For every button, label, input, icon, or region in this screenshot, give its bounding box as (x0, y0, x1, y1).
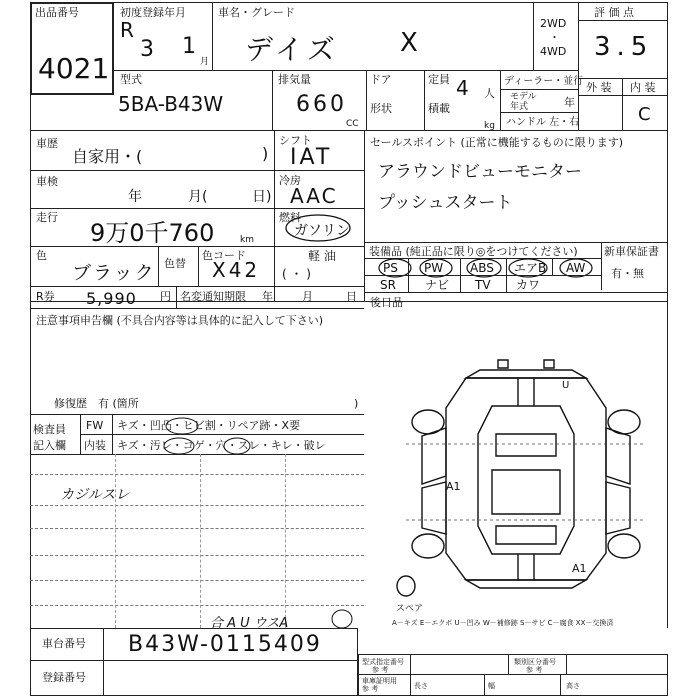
chassis-label: 車台番号 (42, 637, 86, 650)
displacement-label: 排気量 (278, 73, 311, 86)
recycle-label: R券 (36, 290, 55, 303)
selling-points-label: セールスポイント (正常に機能するものに限ります) (370, 136, 624, 149)
equip-ps: PS (383, 261, 398, 275)
model-designation-label: 型式指定番号 (362, 658, 404, 666)
year-unit: 年 (564, 96, 575, 109)
interior-inspect-items: キズ・汚レ・コゲ・穴・スレ・キレ・破レ (117, 439, 326, 452)
shift-value: IAT (290, 145, 333, 170)
score-label: 評 価 点 (594, 6, 634, 19)
door-label: ドア (370, 73, 392, 86)
exterior-label: 外 装 (586, 81, 612, 94)
repair-label: 修復歴 有 (箇所 (54, 397, 139, 410)
shaken-year: 年 (128, 189, 142, 205)
capacity-value: 4 (456, 76, 469, 100)
equip-abs: ABS (470, 261, 494, 275)
interior-inspect-label: 内装 (84, 439, 106, 452)
interior-grade: C (638, 104, 651, 125)
color-code-label: 色コード (202, 249, 246, 262)
model-year-label: モデル 年式 (510, 92, 537, 112)
category-ref: 参 考 (526, 666, 543, 674)
drive-4wd: 4WD (540, 45, 567, 58)
mileage-value: 9万0千760 (90, 219, 215, 247)
rear-items-label: 後日品 (370, 296, 403, 309)
equip-navi: ナビ (425, 278, 450, 292)
car-damage-diagram (396, 348, 656, 613)
name-change-month: 月 (302, 290, 313, 303)
spare-label: スペア (396, 604, 424, 614)
cc-unit: CC (346, 119, 359, 129)
equip-pw: PW (424, 261, 444, 275)
cooling-value: AAC (290, 184, 338, 208)
length-label: 長さ (414, 682, 428, 690)
shift-label: シフト (279, 134, 312, 147)
model-designation-ref: 参 考 (372, 666, 389, 674)
fuel-label: 燃料 (279, 211, 301, 224)
handwritten-note: カジルスレ (60, 487, 130, 503)
garage-cert-label: 車庫証明用 参 考 (362, 677, 397, 693)
light-oil-paren: ( ・ ) (282, 267, 311, 281)
mark-u-top: U (562, 380, 570, 391)
dealer-label: ディーラー・並行 (504, 76, 584, 87)
equip-circles (376, 256, 606, 280)
equip-tv: TV (475, 278, 491, 292)
car-name-label: 車名・グレード (218, 6, 295, 19)
lot-number: 4021 (38, 52, 110, 85)
displacement-value: 660 (296, 92, 347, 117)
score-value: 3.5 (594, 32, 654, 62)
category-label: 類別区分番号 (514, 658, 556, 666)
color-code-value: X42 (212, 258, 261, 282)
selling-point-1: アラウンドビューモニター (378, 162, 582, 182)
model-label: 型式 (120, 73, 142, 86)
drive-2wd: 2WD (540, 17, 567, 30)
int-circle-2 (222, 436, 252, 456)
name-change-year: 年 (262, 290, 273, 303)
load-label: 積載 (428, 102, 450, 115)
history-value: 自家用・( (72, 147, 143, 166)
handle-label: ハンドル 左・右 (506, 117, 580, 128)
model-designation-box (358, 654, 668, 696)
first-reg-month: 1 (182, 34, 196, 59)
history-close: ) (262, 144, 269, 163)
first-reg-era: R (120, 18, 134, 42)
car-grade: X (400, 28, 418, 58)
registration-label: 登録番号 (42, 671, 86, 684)
shaken-month: 月( (188, 189, 208, 205)
recycle-unit: 円 (160, 290, 171, 303)
mark-a1-rear: A1 (572, 562, 587, 575)
repair-close: ) (354, 397, 359, 410)
history-label: 車歴 (36, 137, 58, 150)
damage-legend: A－キズ E－エクボ U－凹み W－補修跡 S－サビ C－腐食 XX－交換済 (392, 619, 614, 627)
inspector-label-2: 記入欄 (33, 439, 66, 452)
selling-point-2: プッシュスタート (378, 193, 513, 213)
height-label: 高さ (566, 682, 580, 690)
equip-leather: カワ (516, 278, 541, 292)
car-name: デイズ (245, 33, 339, 66)
kg-unit: kg (484, 121, 495, 131)
fuel-value: ガソリン (294, 223, 350, 239)
color-value: ブラック (72, 262, 156, 284)
bottom-note: 合 A U ウスA (210, 616, 289, 631)
color-change-label: 色替 (164, 257, 186, 270)
drive-dot: ・ (549, 31, 560, 44)
inspector-label-1: 検査員 (33, 423, 66, 436)
capacity-unit: 人 (484, 87, 495, 100)
light-oil-label: 軽 油 (308, 249, 336, 263)
cooling-label: 冷房 (279, 174, 301, 187)
notes-label: 注意事項申告欄 (不具合内容等は具体的に記入して下さい) (36, 314, 324, 327)
color-label: 色 (36, 249, 47, 262)
name-change-label: 名変通知期限 (180, 290, 246, 303)
month-unit: 月 (200, 57, 210, 67)
lot-number-label: 出品番号 (35, 6, 79, 19)
shaken-label: 車検 (36, 175, 58, 188)
mileage-label: 走行 (36, 211, 58, 224)
shaken-day: 日) (252, 189, 272, 205)
name-change-day: 日 (346, 290, 357, 303)
equip-sr: SR (380, 278, 396, 292)
warranty-value: 有・無 (611, 267, 644, 280)
bottom-note-circle (330, 608, 354, 630)
model-value: 5BA-B43W (118, 92, 224, 116)
recycle-value: 5,990 (86, 289, 137, 308)
fuel-circle (284, 212, 354, 244)
fw-circle (164, 416, 200, 436)
interior-label: 内 装 (630, 81, 656, 94)
capacity-label: 定員 (428, 73, 450, 86)
fw-items: キズ・凹凸・ヒビ割・リペア跡・X要 (117, 419, 301, 432)
km-unit: km (240, 235, 254, 245)
first-reg-year: 3 (140, 37, 154, 62)
chassis-number: B43W-0115409 (128, 632, 322, 657)
fw-label: FW (86, 419, 104, 432)
equipment-label: 装備品 (純正品に限り◎をつけてください) (369, 245, 578, 258)
shape-label: 形状 (370, 102, 392, 115)
int-circle-1 (162, 436, 196, 456)
first-reg-label: 初度登録年月 (120, 6, 186, 19)
equip-airbag: エアB (514, 261, 547, 275)
equip-aw: AW (566, 261, 586, 275)
mark-a1-left: A1 (446, 480, 461, 493)
warranty-label: 新車保証書 (604, 245, 659, 258)
width-label: 幅 (488, 682, 495, 690)
